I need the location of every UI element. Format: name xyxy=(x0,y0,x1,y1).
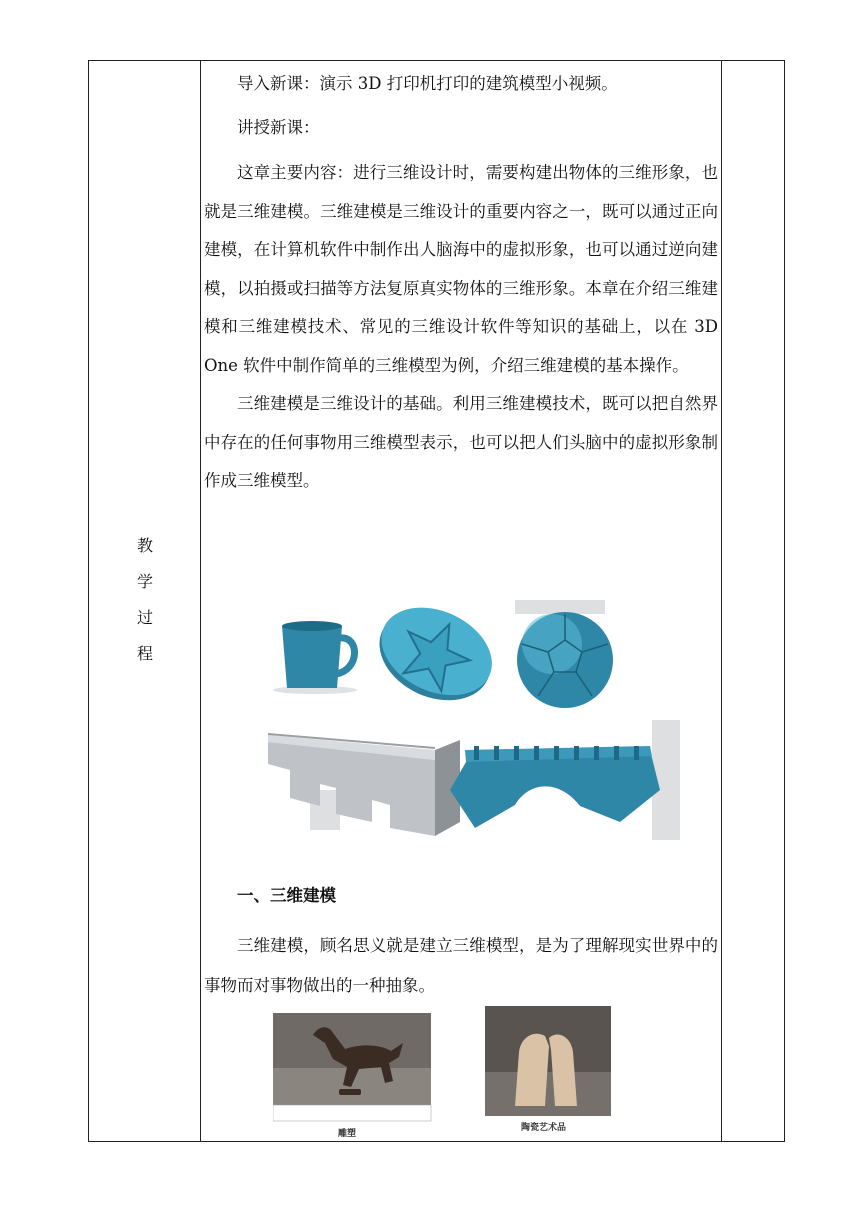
section-title: 一、三维建模 xyxy=(237,886,336,905)
table-divider-1 xyxy=(200,60,201,1142)
intro-paragraph: 导入新课：演示 3D 打印机打印的建筑模型小视频。 xyxy=(237,74,618,93)
lecture-paragraph: 讲授新课： xyxy=(237,118,320,137)
side-label-char: 程 xyxy=(136,644,153,663)
content-top xyxy=(204,66,718,501)
models-figure xyxy=(260,600,685,850)
cup-icon xyxy=(273,621,357,694)
definition-paragraph: 三维建模，顾名思义就是建立三维模型，是为了理解现实世界中的事物而对事物做出的一种抽象。 xyxy=(204,936,718,995)
table-left-border xyxy=(88,60,89,1142)
table-right-border xyxy=(784,60,785,1142)
soccer-ball-icon xyxy=(517,612,613,708)
ceramic-photo xyxy=(485,1006,611,1118)
sculpture-caption: 雕塑 xyxy=(338,1129,357,1139)
table-top-border xyxy=(88,60,785,61)
side-label-char: 过 xyxy=(136,608,153,627)
content-bottom xyxy=(204,878,718,1006)
sculpture-photo xyxy=(273,1013,433,1123)
star-coin-icon xyxy=(365,600,506,718)
side-label-char: 学 xyxy=(136,572,153,591)
table-bottom-border xyxy=(88,1141,785,1142)
ceramic-caption: 陶瓷艺术品 xyxy=(521,1123,567,1133)
bridge-icon xyxy=(268,734,460,836)
table-divider-2 xyxy=(721,60,722,1142)
basis-paragraph: 三维建模是三维设计的基础。利用三维建模技术，既可以把自然界中存在的任何事物用三维模型表示，也可以把人们头脑中的虚拟形象制作成三维模型。 xyxy=(204,394,718,490)
arch-bridge-icon xyxy=(450,746,660,828)
chapter-paragraph: 这章主要内容：进行三维设计时，需要构建出物体的三维形象，也就是三维建模。三维建模是三维设计的重要内容之一，既可以通过正向建模，在计算机软件中制作出人脑海中的虚拟形象，也可以通过逆向建模，以拍摄或扫描等方法复原真实物体的三维形象。本章在介绍三维建模和三维建模技术、常见的三维设计软件等知识的基础上，以在 3D One 软件中制作简单的三维模型为例，介绍三维建模的基本操作。 xyxy=(204,163,718,375)
side-label xyxy=(120,528,170,672)
side-label-char: 教 xyxy=(136,536,153,555)
